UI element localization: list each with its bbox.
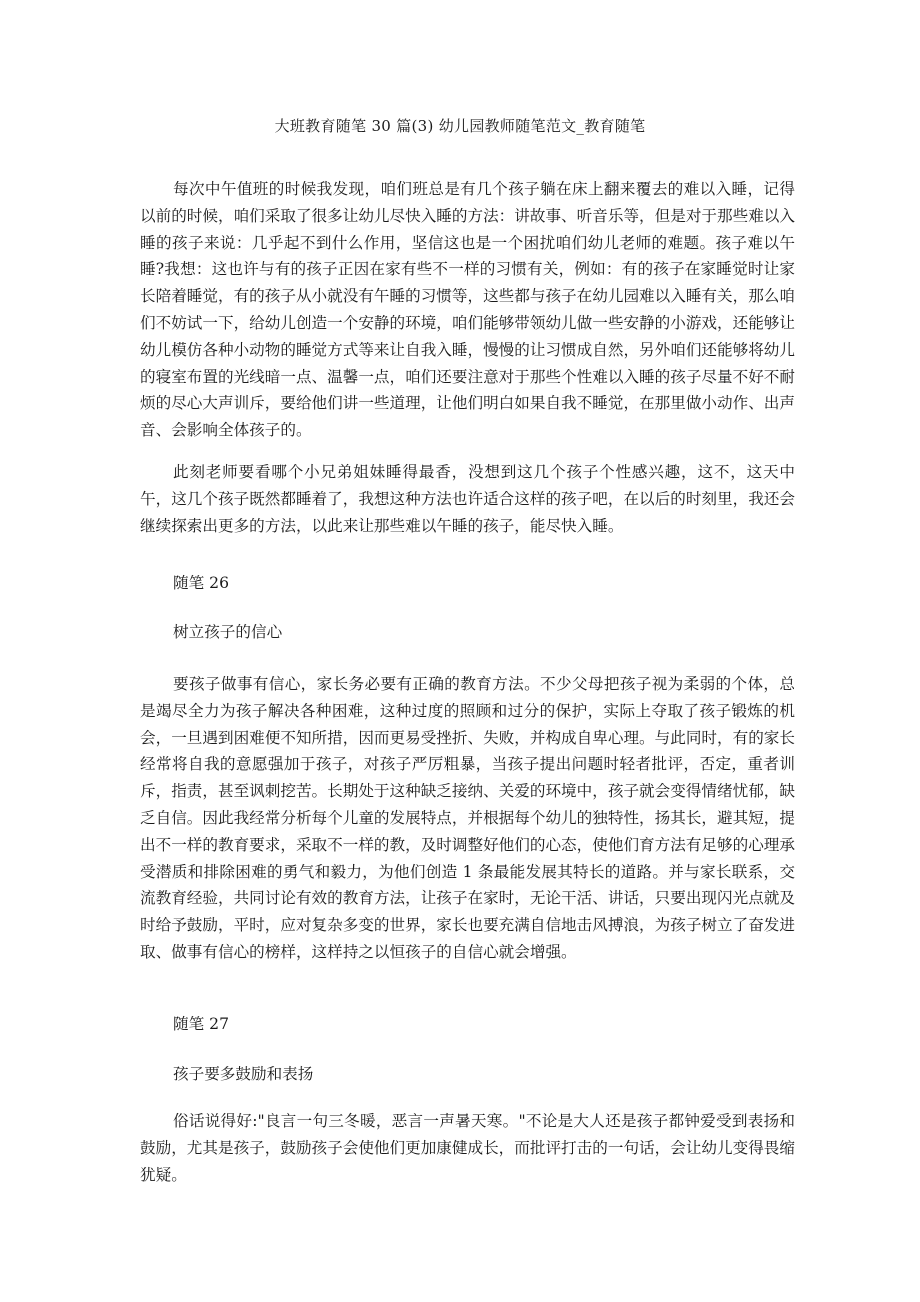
page-title: 大班教育随笔 30 篇(3) 幼儿园教师随笔范文_教育随笔 (274, 117, 646, 135)
body-paragraph: 俗话说得好:"良言一句三冬暖，恶言一声暑天寒。"不论是大人还是孩子都钟爱受到表扬和鼓励，尤其是孩子，鼓励孩子会使他们更加康健成长，而批评打击的一句话，会让幼儿变得畏缩犹疑。 (140, 1112, 795, 1184)
section-number: 随笔 27 (173, 1015, 229, 1033)
body-paragraph: 每次中午值班的时候我发现，咱们班总是有几个孩子躺在床上翻来覆去的难以入睡，记得以前的时候，咱们采取了很多让幼儿尽快入睡的方法：讲故事、听音乐等，但是对于那些难以入睡的孩子来说：几乎起不到什么作用，坚信这也是一个困扰咱们幼儿老师的难题。孩子难以午睡?我想：这也许与有的孩子正因在家有些不一样的习惯有关，例如：有的孩子在家睡觉时让家长陪着睡觉，有的孩子从小就没有午睡的习惯等，这些都与孩子在幼儿园难以入睡有关，那么咱们不妨试一下，给幼儿创造一个安静的环境，咱们能够带领幼儿做一些安静的小游戏，还能够让幼儿模仿各种小动物的睡觉方式等来让自我入睡，慢慢的让习惯成自然，另外咱们还能够将幼儿的寝室布置的光线暗一点、温馨一点，咱们还要注意对于那些个性难以入睡的孩子尽量不好不耐烦的尽心大声训斥，要给他们讲一些道理，让他们明白如果自我不睡觉，在那里做小动作、出声音、会影响全体孩子的。 (140, 180, 795, 440)
body-paragraph: 要孩子做事有信心，家长务必要有正确的教育方法。不少父母把孩子视为柔弱的个体，总是竭尽全力为孩子解决各种困难，这种过度的照顾和过分的保护，实际上夺取了孩子锻炼的机会，一旦遇到困难便不知所措，因而更易受挫折、失败，并构成自卑心理。与此同时，有的家长经常将自我的意愿强加于孩子，对孩子严厉粗暴，当孩子提出问题时轻者批评，否定，重者训斥，指责，甚至讽刺挖苦。长期处于这种缺乏接纳、关爱的环境中，孩子就会变得情绪忧郁，缺乏自信。因此我经常分析每个儿童的发展特点，并根据每个幼儿的独特性，扬其长，避其短，提出不一样的教育要求，采取不一样的教，及时调整好他们的心态，使他们育方法有足够的心理承受潜质和排除困难的勇气和毅力，为他们创造 1 条最能发展其特长的道路。并与家长联系，交流教育经验，共同讨论有效的教育方法，让孩子在家时，无论干活、讲话，只要出现闪光点就及时给予鼓励，平时，应对复杂多变的世界，家长也要充满自信地击风搏浪，为孩子树立了奋发进取、做事有信心的榜样，这样持之以恒孩子的自信心就会增强。 (140, 675, 795, 961)
section-title: 树立孩子的信心 (173, 623, 283, 641)
section-title: 孩子要多鼓励和表扬 (173, 1065, 314, 1083)
body-paragraph: 此刻老师要看哪个小兄弟姐妹睡得最香，没想到这几个孩子个性感兴趣，这不，这天中午，这几个孩子既然都睡着了，我想这种方法也许适合这样的孩子吧，在以后的时刻里，我还会继续探索出更多的方法，以此来让那些难以午睡的孩子，能尽快入睡。 (140, 463, 795, 535)
section-number: 随笔 26 (173, 574, 229, 592)
